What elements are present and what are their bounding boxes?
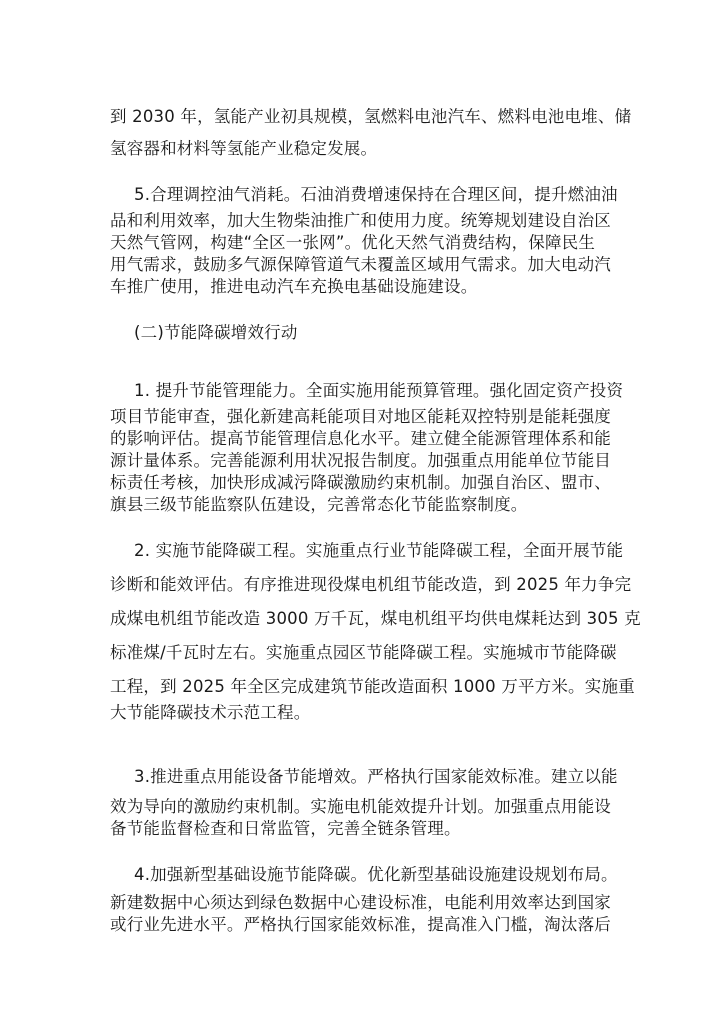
text-line: 1. 提升节能管理能力。全面实施用能预算管理。强化固定资产投资 [134, 381, 624, 400]
text-line: 2. 实施节能降碳工程。实施重点行业节能降碳工程，全面开展节能 [134, 541, 624, 560]
text-line: 大节能降碳技术示范工程。 [110, 703, 311, 722]
text-line: 标责任考核，加快形成减污降碳激励约束机制。加强自治区、盟市、 [110, 473, 611, 492]
text-line: 氢容器和材料等氢能产业稳定发展。 [110, 139, 378, 158]
text-line: 新建数据中心须达到绿色数据中心建设标准，电能利用效率达到国家 [110, 893, 611, 912]
text-line: 效为导向的激励约束机制。实施电机能效提升计划。加强重点用能设 [110, 797, 611, 816]
text-line: 旗县三级节能监察队伍建设，完善常态化节能监察制度。 [110, 495, 528, 514]
text-line: 到 2030 年，氢能产业初具规模，氢燃料电池汽车、燃料电池电堆、储 [110, 107, 632, 126]
text-line: 成煤电机组节能改造 3000 万千瓦，煤电机组平均供电煤耗达到 305 克 [110, 609, 641, 628]
text-line: 项目节能审查，强化新建高耗能项目对地区能耗双控特别是能耗强度 [110, 407, 611, 426]
text-line: 源计量体系。完善能源利用状况报告制度。加强重点用能单位节能目 [110, 451, 611, 470]
text-line: 备节能监督检查和日常监管，完善全链条管理。 [110, 819, 461, 838]
text-line: 品和利用效率，加大生物柴油推广和使用力度。统筹规划建设自治区 [110, 211, 611, 230]
section-heading: (二)节能降碳增效行动 [134, 323, 298, 342]
text-line: 车推广使用，推进电动汽车充换电基础设施建设。 [110, 277, 478, 296]
text-line: 用气需求，鼓励多气源保障管道气未覆盖区域用气需求。加大电动汽 [110, 255, 611, 274]
text-line: 的影响评估。提高节能管理信息化水平。建立健全能源管理体系和能 [110, 429, 611, 448]
text-line: 诊断和能效评估。有序推进现役煤电机组节能改造，到 2025 年力争完 [110, 575, 632, 594]
text-line: 标准煤/千瓦时左右。实施重点园区节能降碳工程。实施城市节能降碳 [110, 643, 617, 662]
text-line: 5.合理调控油气消耗。石油消费增速保持在合理区间，提升燃油油 [134, 185, 618, 204]
text-line: 天然气管网，构建“全区一张网”。优化天然气消费结构，保障民生 [110, 233, 596, 252]
text-line: 或行业先进水平。严格执行国家能效标准，提高准入门槛，淘汰落后 [110, 915, 611, 934]
text-line: 工程，到 2025 年全区完成建筑节能改造面积 1000 万平方米。实施重 [110, 677, 635, 696]
text-line: 4.加强新型基础设施节能降碳。优化新型基础设施建设规划布局。 [134, 865, 618, 884]
text-line: 3.推进重点用能设备节能增效。严格执行国家能效标准。建立以能 [134, 767, 618, 786]
